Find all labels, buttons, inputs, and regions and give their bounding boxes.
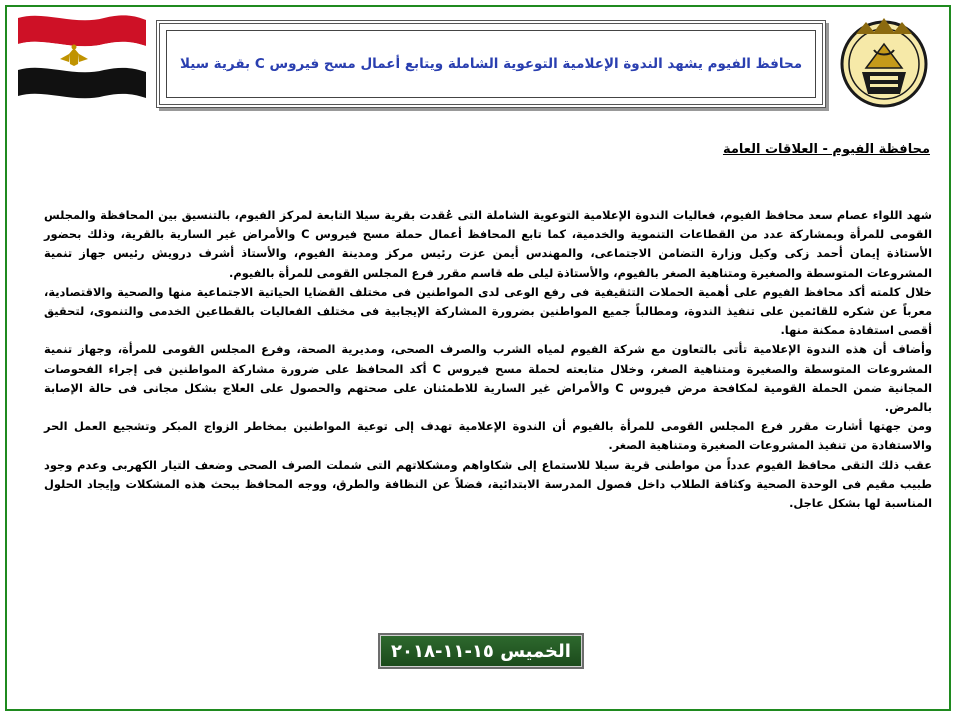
governorate-logo-icon xyxy=(834,14,934,110)
title-box xyxy=(156,20,826,108)
publication-date: الخميس ١٥-١١-٢٠١٨ xyxy=(391,640,571,662)
article-paragraph: خلال كلمته أكد محافظ الفيوم على أهمية الحملات التثقيفية فى رفع الوعى لدى المواطنين فى مختلف القضايا الحياتية الاجتماعية منها والصحية والاقتصادية، معرباً عن شكره للقائمين على تنفيذ الندوة، ومطالباً جميع المواطنين بضرورة المشاركة الإيجابية فى مختلف الفعاليات بالقطاعين الخدمى والتنموى، لتحقيق أقصى استفادة ممكنة منها. xyxy=(44,284,932,338)
date-badge xyxy=(378,633,584,669)
section-label: محافظة الفيوم - العلاقات العامة xyxy=(722,142,930,157)
article-paragraph: وأضاف أن هذه الندوة الإعلامية تأتى بالتعاون مع شركة الفيوم لمياه الشرب والصرف الصحى، ومديرية الصحة، وفرع المجلس القومى للمرأة، وجهاز تنمية المشروعات المتوسطة والصغيرة ومتناهية الصغر، وخلال متابعته لحملة مسح فيروس C أكد المحافظ على ضرورة مشاركة المواطنين فى إجراء الفحوصات المجانية ضمن الحملة القومية لمكافحة مرض فيروس C والأمراض غير السارية للاطمئنان على صحتهم والحصول على العلاج بشكل مجانى فى حالة الإصابة بالمرض. xyxy=(44,342,932,415)
article-paragraph: شهد اللواء عصام سعد محافظ الفيوم، فعاليات الندوة الإعلامية التوعوية الشاملة التى عُقدت بقرية سيلا التابعة لمركز الفيوم، بالتنسيق بين المحافظة والمجلس القومى للمرأة وبمشاركة عدد من القطاعات التنموية والخدمية، كما تابع المحافظ أعمال حملة مسح فيروس C والأمراض غير السارية بالقرية، وذلك بحضور الأستاذة إيمان أحمد زكى وكيل وزارة التضامن الاجتماعى، والمهندس أيمن عزت رئيس مركز ومدينة الفيوم، والأستاذ أشرف درويش رئيس جهاز تنمية المشروعات المتوسطة والصغيرة ومتناهية الصغر بالفيوم، والأستاذة ليلى طه قاسم مقرر فرع المجلس القومى للمرأة بالفيوم. xyxy=(44,208,932,280)
article-paragraph: ومن جهتها أشارت مقرر فرع المجلس القومى للمرأة بالفيوم أن الندوة الإعلامية تهدف إلى توعية المواطنين بمخاطر الزواج المبكر وتشجيع العمل الحر والاستفادة من تنفيذ المشروعات الصغيرة ومتناهية الصغر. xyxy=(44,419,932,453)
page-title: محافظ الفيوم يشهد الندوة الإعلامية التوعوية الشاملة ويتابع أعمال مسح فيروس C بقرية سيلا xyxy=(179,56,803,72)
egypt-flag-icon xyxy=(14,10,150,102)
article-body xyxy=(44,206,932,513)
article-paragraph: عقب ذلك التقى محافظ الفيوم عدداً من مواطنى قرية سيلا للاستماع إلى شكاواهم ومشكلاتهم التى شملت الصرف الصحى وضعف التيار الكهربى وعدم وجود طبيب مقيم فى الوحدة الصحية وكثافة الطلاب داخل فصول المدرسة الابتدائية، فضلاً عن النظافة والطرق، ووجه المحافظ ببحث هذه المشكلات وإيجاد الحلول المناسبة لها بشكل عاجل. xyxy=(44,457,932,511)
